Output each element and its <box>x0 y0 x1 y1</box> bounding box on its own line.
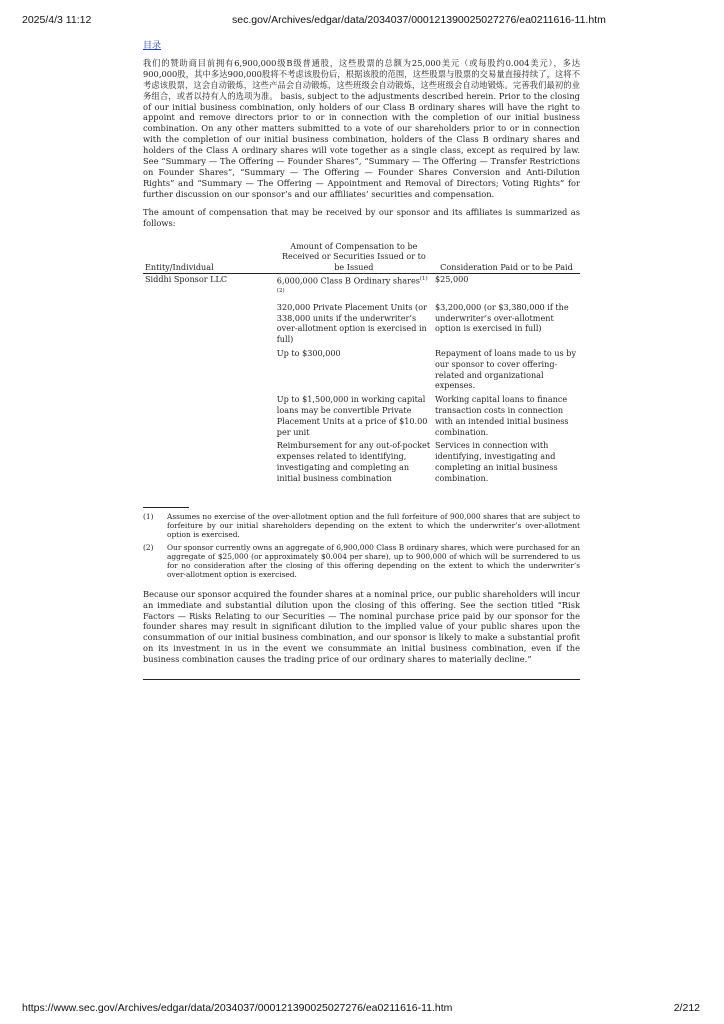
entity-cell: Siddhi Sponsor LLC <box>145 273 228 284</box>
amount-cell: Reimbursement for any out-of-pocket expenses related to identifying, investigating and completing an initial business combination <box>276 440 431 483</box>
table-of-contents-link[interactable]: 目录 <box>143 41 162 51</box>
amount-cell: Up to $1,500,000 in working capital loans may be convertible Private Placement Units at a price of $10.00 per unit <box>276 394 428 437</box>
paragraph-compensation-intro: The amount of compensation that may be received by our sponsor and its affiliates is summarized as follows: <box>143 206 580 228</box>
page-end-divider <box>143 679 580 680</box>
print-footer <box>0 1002 724 1024</box>
consideration-cell: $25,000 <box>434 273 469 284</box>
table-row <box>143 273 580 301</box>
compensation-table <box>143 241 580 487</box>
header-entity: Entity/Individual <box>143 241 275 274</box>
print-header-url: sec.gov/Archives/edgar/data/2034037/000121390025027276/ea0211616-11.htm <box>232 14 606 26</box>
page-number: 2/212 <box>673 1002 700 1014</box>
header-consideration: Consideration Paid or to be Paid <box>433 241 580 274</box>
amount-cell: Up to $300,000 <box>276 348 341 359</box>
footnote-divider <box>143 507 189 508</box>
table-row <box>143 440 580 486</box>
consideration-cell: $3,200,000 (or $3,380,000 if the underwriter’s over-allotment option is exercised in full) <box>434 301 569 334</box>
print-footer-url: https://www.sec.gov/Archives/edgar/data/2034037/000121390025027276/ea0211616-11.htm <box>22 1002 453 1014</box>
consideration-cell: Working capital loans to finance transaction costs in connection with an intended initial business combination. <box>434 394 569 437</box>
amount-cell: 320,000 Private Placement Units (or 338,000 units if the underwriter’s over-allotment option is exercised in full) <box>276 301 427 345</box>
table-row <box>143 302 580 348</box>
paragraph-dilution: Because our sponsor acquired the founder shares at a nominal price, our public shareholders will incur an immediate and substantial dilution upon the closing of this offering. See the section titled “Risk Factors — Risks Relating to our Securities — The nominal purchase price paid by our sponsor for the founder shares may result in significant dilution to the implied value of your public shares upon the consummation of our initial business combination, and our sponsor is likely to make a substantial profit on its investment in us in the event we consummate an initial business combination, even if the business combination causes the trading price of our ordinary shares to materially decline.” <box>143 588 580 665</box>
header-amount: Amount of Compensation to be Received or Securities Issued or to be Issued <box>275 241 433 274</box>
document-body <box>143 40 580 680</box>
table-row <box>143 348 580 394</box>
paragraph-founder-shares: 我们的赞助商目前拥有6,900,000级B级普通股，这些股票的总额为25,000美元（或每股约0.004美元），多达900,000股，其中多达900,000股将不考虑该股份后，根据该股的范围，这些股票与股票的交易量直接持续了，这将不考虑该股票，这会自动锻炼，这些产品会自动锻炼，这些班级会自动锻炼，这些班级会自动地锻炼。完善我们最初的业务组合，或者以持有人的选项为准。 basis, subject to the adjustments described herein. Prior to the closing of our initial business combination, only holders of our Class B ordinary shares will have the right to appoint and remove directors prior to or in connection with the completion of our initial business combination. On any other matters submitted to a vote of our shareholders prior to or in connection with the completion of our initial business combination, holders of the Class B ordinary shares and holders of the Class A ordinary shares will vote together as a single class, except as required by law. See “Summary — The Offering — Founder Shares”, “Summary — The Offering — Transfer Restrictions on Founder Shares”, “Summary — The Offering — Founder Shares Conversion and Anti-Dilution Rights” and “Summary — The Offering — Appointment and Removal of Directors; Voting Rights” for further discussion on our sponsor’s and our affiliates’ securities and compensation. <box>143 57 580 199</box>
footnote: (1) Assumes no exercise of the over-allotment option and the full forfeiture of 900,000 shares that are subject to forfeiture by our initial shareholders depending on the extent to which the underwriter’s over-allotment option is exercised. <box>143 511 580 540</box>
print-timestamp: 2025/4/3 11:12 <box>22 14 92 26</box>
amount-cell: 6,000,000 Class B Ordinary shares$^{(1)(2)}$ <box>276 275 428 295</box>
consideration-cell: Repayment of loans made to us by our sponsor to cover offering-related and organizational expenses. <box>434 348 577 391</box>
table-row <box>143 394 580 440</box>
print-header <box>0 0 724 34</box>
consideration-cell: Services in connection with identifying, investigating and completing an initial business combination. <box>434 440 558 483</box>
footnote-ref: (1)(2) <box>276 275 428 295</box>
footnote: (2) Our sponsor currently owns an aggregate of 6,900,000 Class B ordinary shares, which were purchased for an aggregate of $25,000 (or approximately $0.004 per share), up to 900,000 of which will be surrendered to us for no consideration after the closing of this offering depending on the extent to which the underwriter’s over-allotment option is exercised. <box>143 542 580 580</box>
